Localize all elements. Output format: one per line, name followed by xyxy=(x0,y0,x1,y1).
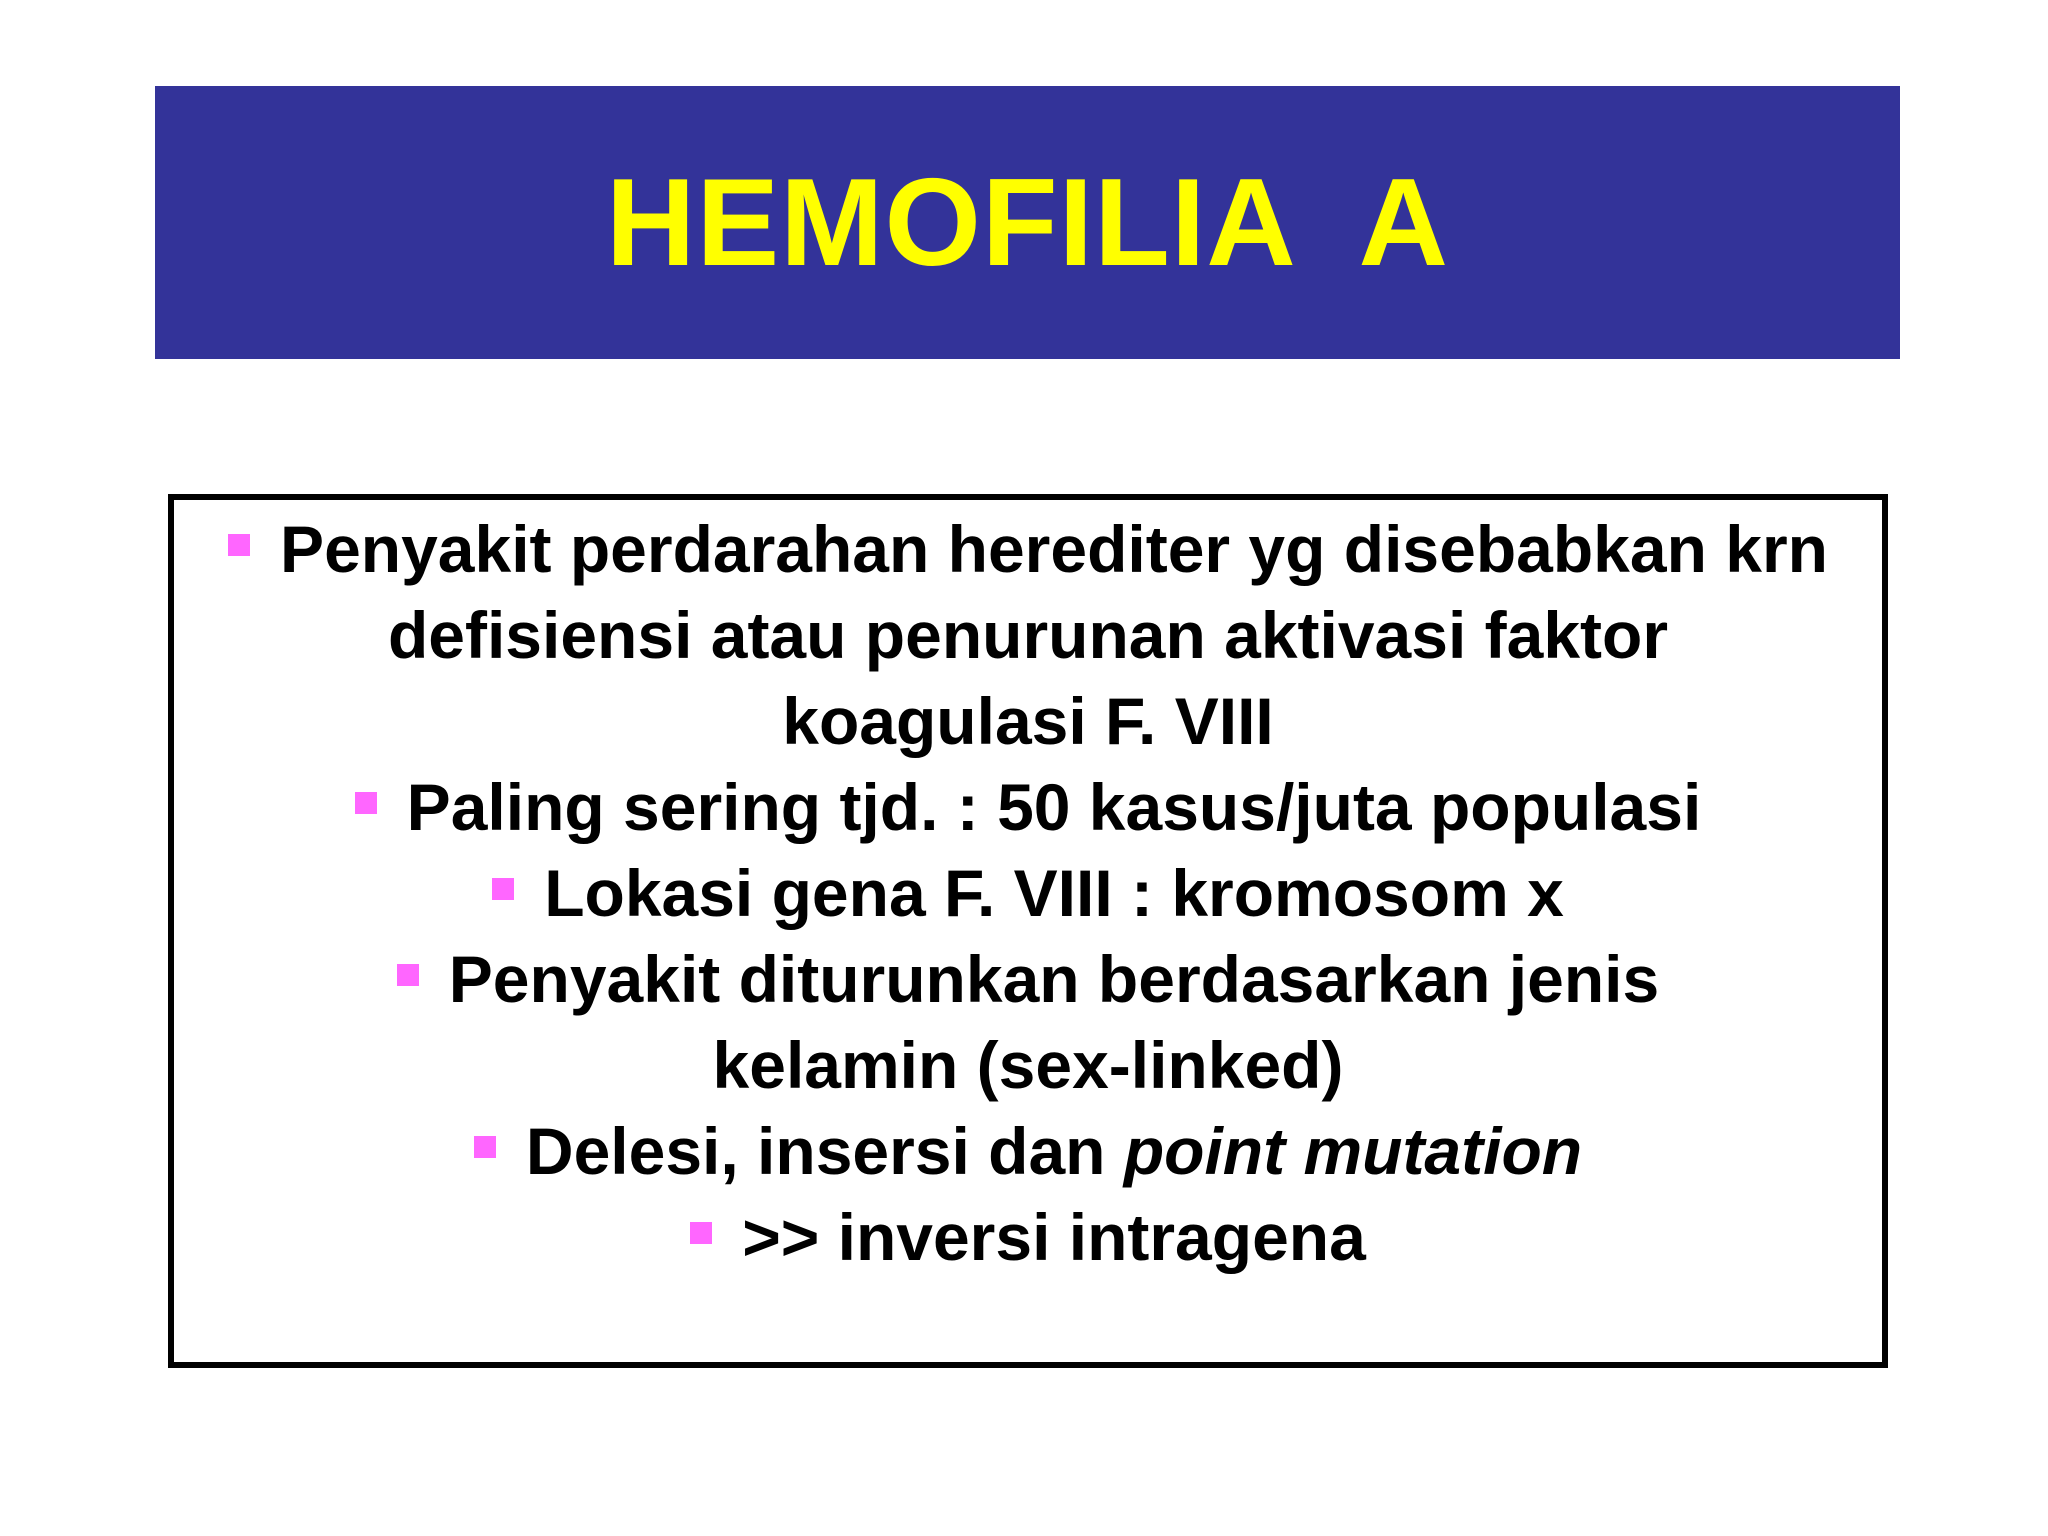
square-bullet-icon xyxy=(355,792,377,814)
bullet-item xyxy=(174,1194,1882,1280)
bullet-line: Penyakit diturunkan berdasarkan jenis xyxy=(448,942,1660,1016)
bullet-line: Penyakit perdarahan herediter yg disebabkan krn xyxy=(228,512,1828,586)
bullet-item xyxy=(174,764,1882,850)
bullet-item xyxy=(174,506,1882,764)
bullet-list xyxy=(174,506,1882,1280)
content-box xyxy=(168,494,1888,1368)
bullet-line: koagulasi F. VIII xyxy=(782,684,1274,758)
bullet-item xyxy=(174,936,1882,1108)
bullet-line: defisiensi atau penurunan aktivasi faktor xyxy=(387,598,1669,672)
bullet-item xyxy=(174,1108,1882,1194)
square-bullet-icon xyxy=(397,964,419,986)
bullet-text: Lokasi gena F. VIII : kromosom x xyxy=(544,856,1564,930)
title-bar xyxy=(155,86,1900,359)
square-bullet-icon xyxy=(228,534,250,556)
slide-title: HEMOFILIA A xyxy=(605,153,1450,292)
square-bullet-icon xyxy=(492,878,514,900)
bullet-text: Paling sering tjd. : 50 kasus/juta populasi xyxy=(406,770,1702,844)
square-bullet-icon xyxy=(474,1136,496,1158)
bullet-item xyxy=(174,850,1882,936)
bullet-text: >> inversi intragena xyxy=(742,1200,1366,1274)
bullet-italic-text: point mutation xyxy=(1123,1114,1583,1188)
square-bullet-icon xyxy=(690,1222,712,1244)
bullet-text: Delesi, insersi dan xyxy=(525,1114,1124,1188)
bullet-line: kelamin (sex-linked) xyxy=(712,1028,1344,1102)
